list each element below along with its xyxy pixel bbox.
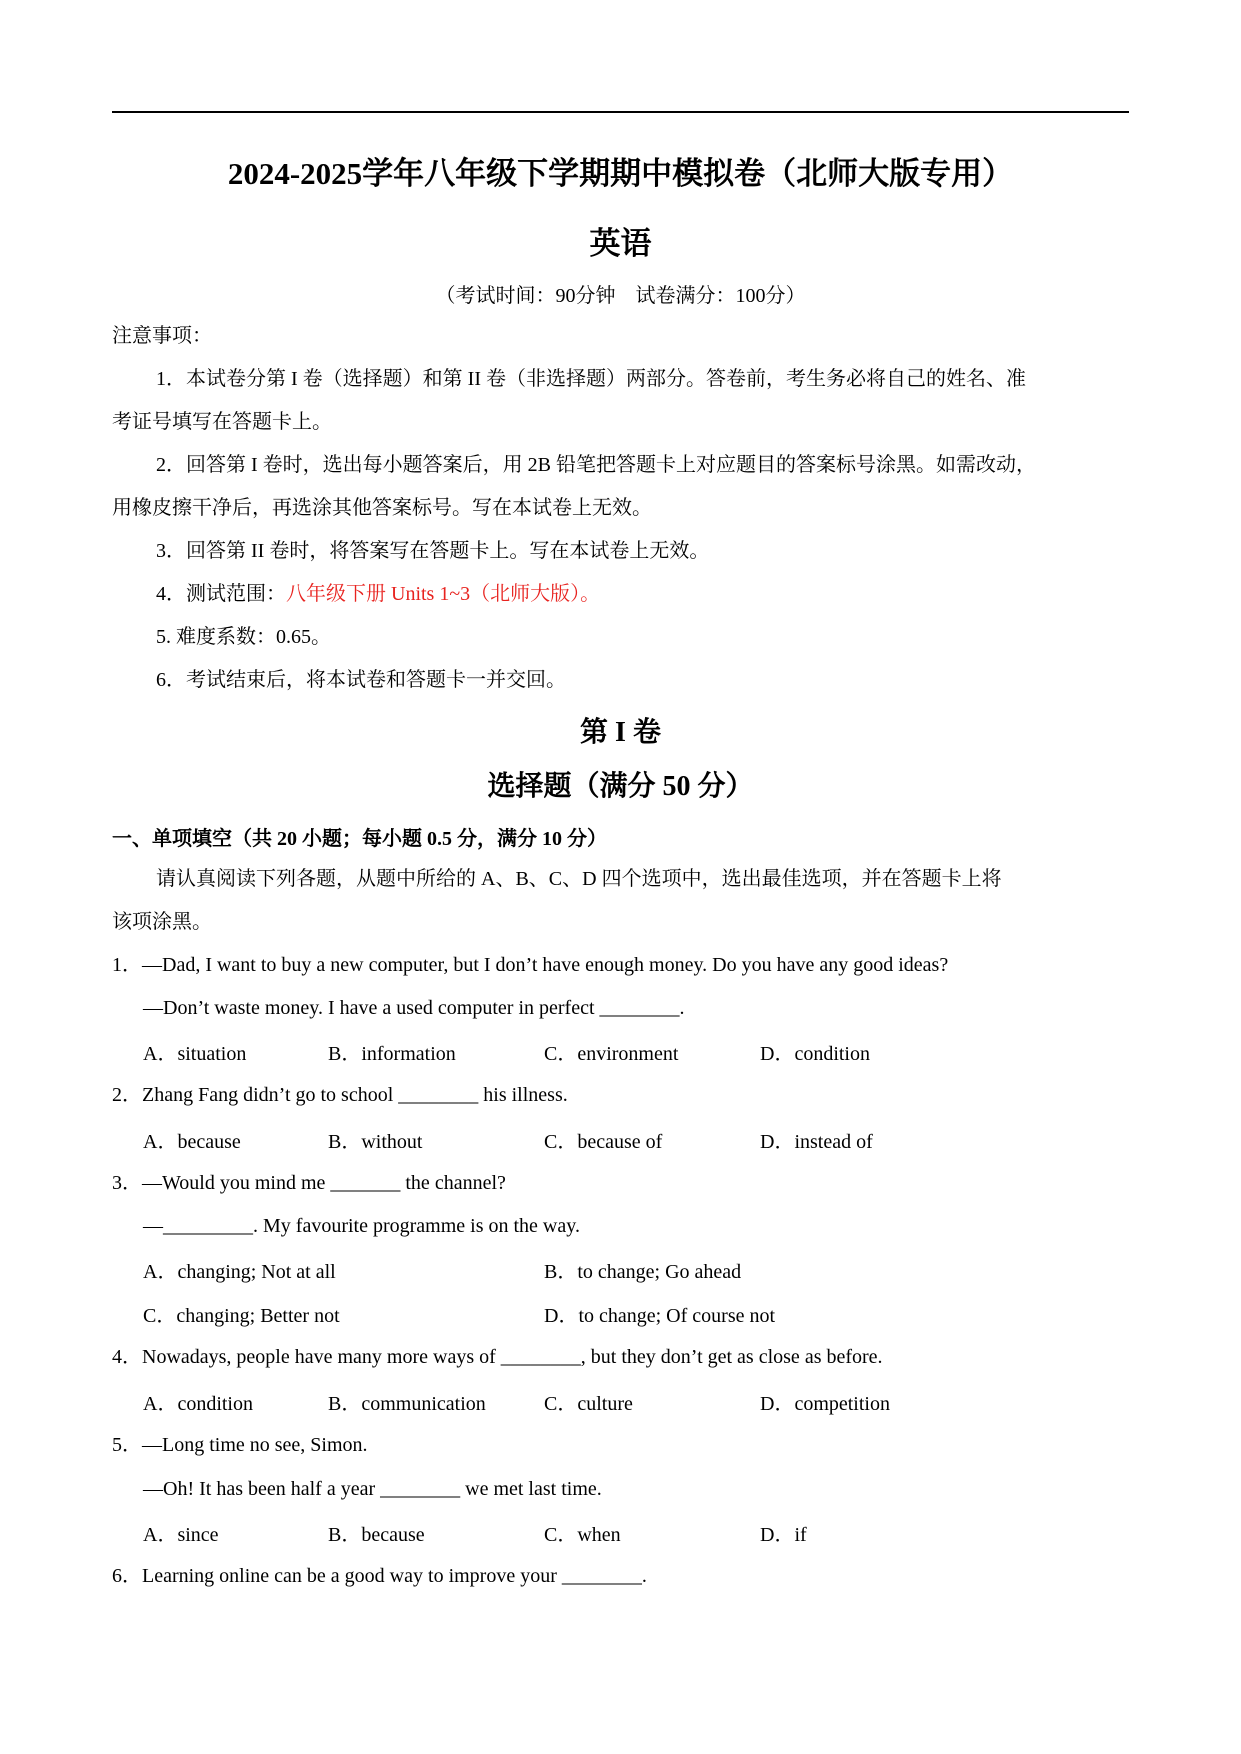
question-5-option-c: C．when [544,1524,621,1546]
notice-item-1-line1: 1．本试卷分第 I 卷（选择题）和第 II 卷（非选择题）两部分。答卷前，考生务必将自己的姓名、准 [156,368,1026,390]
question-3-stem2: —_________. My favourite programme is on the way. [143,1215,580,1237]
question-5-stem: 5．—Long time no see, Simon. [112,1434,368,1456]
question-4-option-c: C．culture [544,1393,633,1415]
question-5-option-b: B．because [328,1524,425,1546]
question-1-option-d: D．condition [760,1043,870,1065]
notice-item-2-line2: 用橡皮擦干净后，再选涂其他答案标号。写在本试卷上无效。 [112,497,652,519]
question-1-stem: 1．—Dad, I want to buy a new computer, but I don’t have enough money. Do you have any good ideas? [112,954,949,976]
question-5-option-d: D．if [760,1524,807,1546]
volume-label: 第 I 卷 [580,717,661,748]
part1-heading: 一、单项填空（共 20 小题；每小题 0.5 分，满分 10 分） [112,828,607,850]
question-6-stem: 6．Learning online can be a good way to improve your ________. [112,1565,647,1587]
question-4-option-d: D．competition [760,1393,890,1415]
question-1-option-a: A．situation [143,1043,247,1065]
notice-item-4-prefix: 4．测试范围： [156,583,286,605]
notice-heading: 注意事项： [112,325,212,347]
question-5-option-a: A．since [143,1524,219,1546]
notice-item-1-line2: 考证号填写在答题卡上。 [112,411,332,433]
exam-info: （考试时间：90分钟 试卷满分：100分） [435,285,806,307]
notice-item-5: 5. 难度系数：0.65。 [156,626,331,648]
question-3-option-c: C．changing; Better not [143,1305,340,1327]
notice-item-2-line1: 2．回答第 I 卷时，选出每小题答案后，用 2B 铅笔把答题卡上对应题目的答案标号涂黑。如需改动， [156,454,1036,476]
question-5-stem2: —Oh! It has been half a year ________ we met last time. [143,1478,602,1500]
question-2-option-a: A．because [143,1131,241,1153]
notice-item-6: 6．考试结束后，将本试卷和答题卡一并交回。 [156,669,566,691]
question-1-option-b: B．information [328,1043,456,1065]
notice-item-4 [156,580,600,608]
subject-title: 英语 [589,226,652,261]
exam-title: 2024-2025学年八年级下学期期中模拟卷（北师大版专用） [227,156,1014,191]
question-2-option-c: C．because of [544,1131,663,1153]
question-3-stem: 3．—Would you mind me _______ the channel? [112,1172,506,1194]
question-1-stem2: —Don’t waste money. I have a used computer in perfect ________. [143,997,685,1019]
question-4-stem: 4．Nowadays, people have many more ways of ________, but they don’t get as close as before. [112,1346,883,1368]
section-title: 选择题（满分 50 分） [487,771,754,802]
question-2-option-d: D．instead of [760,1131,873,1153]
question-3-option-a: A．changing; Not at all [143,1261,336,1283]
part1-instructions-line1: 请认真阅读下列各题，从题中所给的 A、B、C、D 四个选项中，选出最佳选项，并在答题卡上将 [156,868,1002,890]
question-2-option-b: B．without [328,1131,423,1153]
question-4-option-b: B．communication [328,1393,486,1415]
notice-item-3: 3．回答第 II 卷时，将答案写在答题卡上。写在本试卷上无效。 [156,540,710,562]
question-3-option-b: B．to change; Go ahead [544,1261,742,1283]
question-1-option-c: C．environment [544,1043,679,1065]
question-4-option-a: A．condition [143,1393,253,1415]
test-scope-highlight: 八年级下册 Units 1~3（北师大版）。 [286,583,601,605]
header-rule [112,111,1129,113]
part1-instructions-line2: 该项涂黑。 [112,911,212,933]
question-2-stem: 2．Zhang Fang didn’t go to school ________ his illness. [112,1084,568,1106]
question-3-option-d: D．to change; Of course not [544,1305,776,1327]
